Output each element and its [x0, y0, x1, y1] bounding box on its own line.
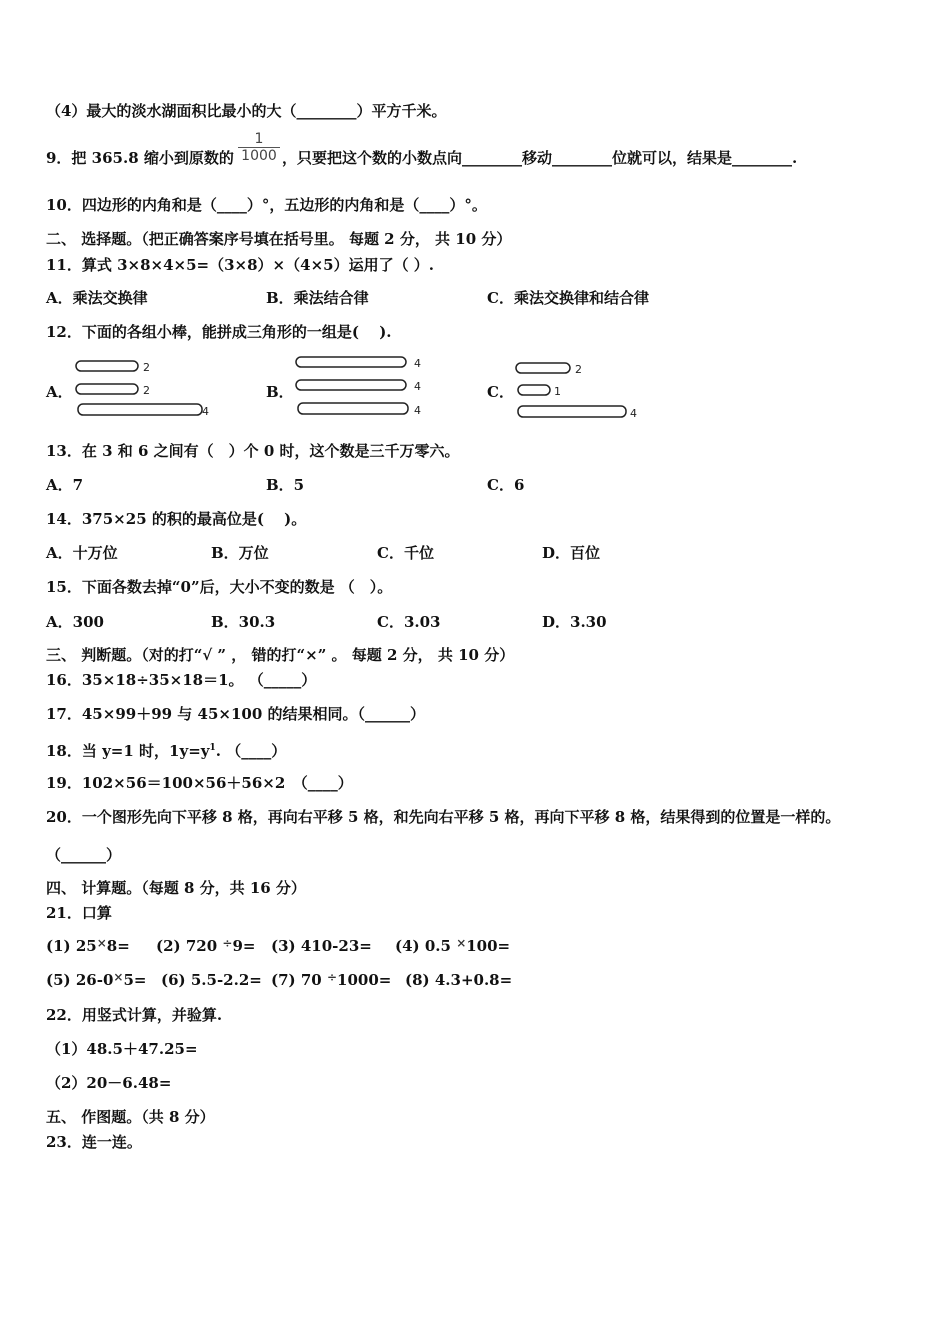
q18-blank: . （____）: [215, 742, 287, 760]
q21-item-8: (8) 4.3+0.8=: [405, 971, 513, 989]
q21: 21．口算: [46, 904, 112, 922]
q18-text: 18．当 y=1 时，1y=y: [46, 742, 210, 760]
stick-label: 4: [202, 405, 209, 418]
q9-text-start: 9．把 365.8 缩小到原数的: [46, 149, 234, 167]
q15-option-a: A．300: [46, 613, 104, 631]
q13-option-c: C．6: [487, 476, 525, 494]
q15-option-d: D．3.30: [542, 613, 607, 631]
stick-label: 4: [414, 404, 421, 417]
q15: 15．下面各数去掉“0”后，大小不变的数是 （ ）。: [46, 578, 393, 596]
q14-option-a: A．十万位: [46, 544, 118, 562]
times-sign: ×: [456, 936, 467, 950]
fraction-denominator: 1000: [241, 148, 277, 164]
section-3-heading: 三、 判断题。（对的打“√ ” ， 错的打“×” 。 每题 2 分， 共 10 分）: [46, 646, 515, 664]
q22-item-2: （2）20－6.48=: [46, 1074, 172, 1092]
stick: [296, 380, 406, 390]
section-2-heading: 二、 选择题。（把正确答案序号填在括号里。 每题 2 分， 共 10 分）: [46, 230, 512, 248]
q13-option-b: B．5: [266, 476, 305, 494]
q10: 10．四边形的内角和是（____）°，五边形的内角和是（____）°。: [46, 196, 487, 214]
q13-option-a: A．7: [46, 476, 84, 494]
q14: 14．375×25 的积的最高位是( )。: [46, 510, 307, 528]
divide-sign: ÷: [222, 936, 233, 950]
q12-option-a: A．: [46, 383, 73, 401]
q22: 22．用竖式计算，并验算.: [46, 1006, 223, 1024]
stick: [76, 361, 138, 371]
fraction-one-thousandth: [238, 131, 280, 164]
q11-option-b: B．乘法结合律: [266, 289, 369, 307]
q12-option-c: C．: [487, 383, 514, 401]
sticks-group-c: [514, 358, 644, 424]
q21-item-4: (4) 0.5 ×100=: [395, 936, 511, 955]
q22-item-1: （1）48.5＋47.25=: [46, 1040, 198, 1058]
q8-part4: （4）最大的淡水湖面积比最小的大（________）平方千米。: [46, 102, 447, 120]
times-sign: ×: [96, 936, 107, 950]
sticks-group-a: [74, 356, 224, 422]
q21-item-3: (3) 410-23=: [271, 937, 372, 955]
section-4-heading: 四、 计算题。（每题 8 分，共 16 分）: [46, 879, 306, 897]
stick-label: 1: [554, 385, 561, 398]
q21-item-6: (6) 5.5-2.2=: [161, 971, 262, 989]
stick: [76, 384, 138, 394]
stick-label: 2: [575, 363, 582, 376]
q16: 16．35×18÷35×18＝1。 （_____）: [46, 671, 317, 689]
stick: [298, 403, 408, 414]
stick-label: 4: [630, 407, 637, 420]
q21-item-2: (2) 720 ÷9=: [156, 936, 256, 955]
q11: 11．算式 3×8×4×5=（3×8）×（4×5）运用了（ ）.: [46, 256, 435, 274]
stick: [516, 363, 570, 373]
q20-answer-blank: （______）: [46, 846, 122, 864]
q19: 19．102×56＝100×56＋56×2 （____）: [46, 774, 353, 792]
q11-option-a: A．乘法交换律: [46, 289, 148, 307]
divide-sign: ÷: [326, 970, 338, 984]
section-5-heading: 五、 作图题。（共 8 分）: [46, 1108, 215, 1126]
q21-item-5: (5) 26-0×5=: [46, 970, 147, 989]
stick: [518, 385, 550, 395]
q9-text-end: ，只要把这个数的小数点向________移动________位就可以，结果是________.: [282, 149, 798, 167]
q12-option-b: B．: [266, 383, 294, 401]
stick-label: 2: [143, 384, 150, 397]
q14-option-b: B．万位: [211, 544, 269, 562]
q21-item-7: (7) 70 ÷1000=: [271, 970, 392, 989]
q14-option-c: C．千位: [377, 544, 434, 562]
times-sign: ×: [113, 970, 124, 984]
sticks-group-b: [294, 352, 434, 422]
stick-label: 2: [143, 361, 150, 374]
q12: 12．下面的各组小棒，能拼成三角形的一组是( ).: [46, 323, 392, 341]
q21-item-1: (1) 25×8=: [46, 936, 130, 955]
q17: 17．45×99＋99 与 45×100 的结果相同。（______）: [46, 705, 425, 723]
q20: 20．一个图形先向下平移 8 格，再向右平移 5 格，和先向右平移 5 格，再向下平移 8 格，结果得到的位置是一样的。: [46, 808, 841, 826]
stick-label: 4: [414, 357, 421, 370]
stick: [78, 404, 202, 415]
fraction-numerator: 1: [254, 131, 264, 147]
q15-option-c: C．3.03: [377, 613, 441, 631]
q14-option-d: D．百位: [542, 544, 601, 562]
stick-label: 4: [414, 380, 421, 393]
stick: [296, 357, 406, 367]
q11-option-c: C．乘法交换律和结合律: [487, 289, 649, 307]
q18-superscript: 1: [209, 743, 216, 753]
q18: [46, 738, 286, 761]
stick: [518, 406, 626, 417]
q23: 23．连一连。: [46, 1133, 142, 1151]
q15-option-b: B．30.3: [211, 613, 276, 631]
q13: 13．在 3 和 6 之间有（ ）个 0 时，这个数是三千万零六。: [46, 442, 460, 460]
